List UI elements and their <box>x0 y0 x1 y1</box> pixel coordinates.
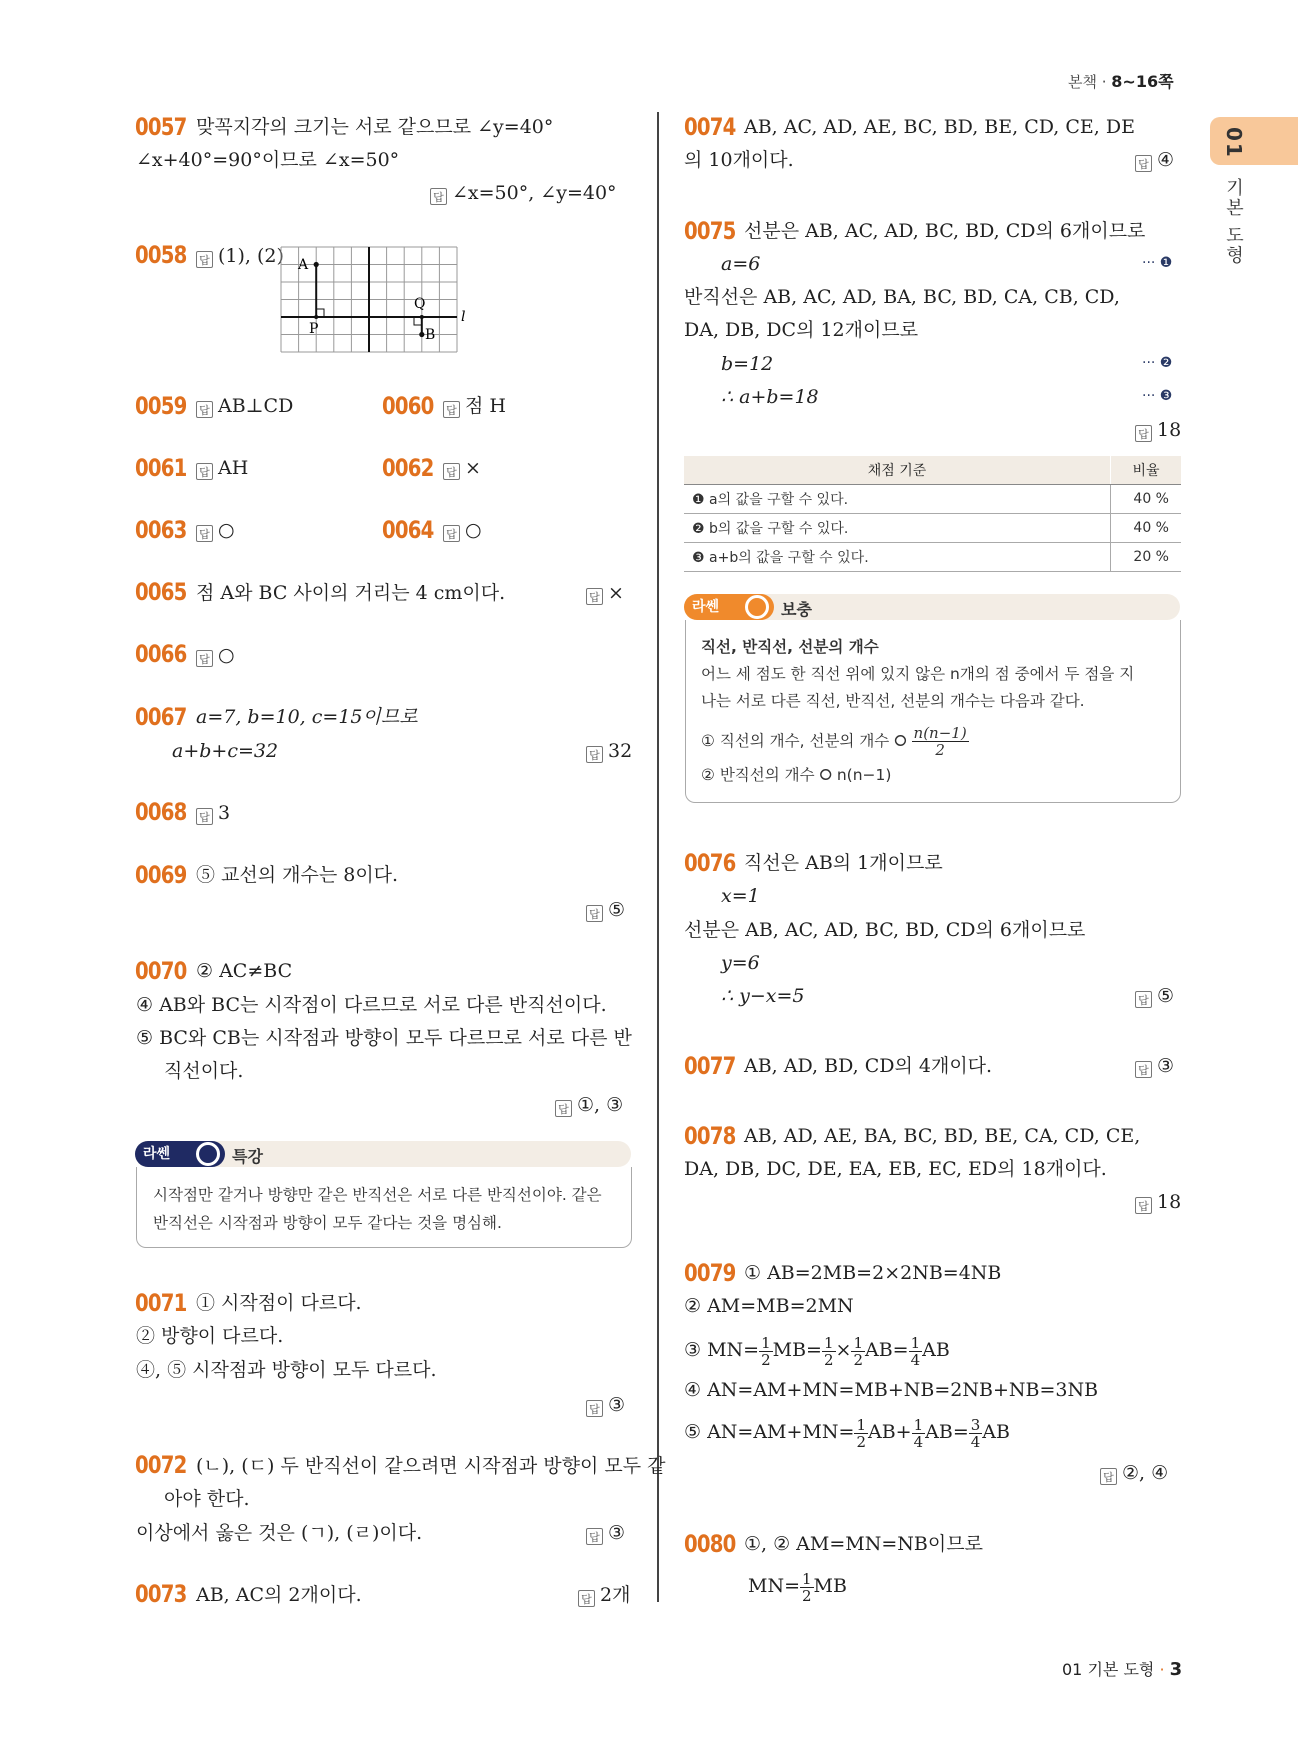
denominator: 2 <box>853 1350 863 1369</box>
solution-line: ⑤ 교선의 개수는 8이다. <box>196 864 399 886</box>
table-row <box>684 485 1181 514</box>
answer-text: 3 <box>218 802 231 824</box>
step-marker: ··· ❶ <box>1142 255 1173 271</box>
ratio-cell: 20 % <box>1111 543 1182 572</box>
problem-number: 0065 <box>135 578 187 606</box>
solution-line: 점 A와 BC 사이의 거리는 4 cm이다. <box>196 582 506 604</box>
answer <box>586 580 624 606</box>
solution-text: MN= <box>748 1575 800 1597</box>
ratio-cell: 40 % <box>1111 485 1182 514</box>
numerator: 1 <box>913 1415 924 1434</box>
answer <box>1135 147 1174 173</box>
answer-text: ⑤ <box>1157 985 1175 1007</box>
problem-number: 0076 <box>684 849 736 877</box>
solution-line: ∴ a+b=18 <box>721 386 819 408</box>
answer-mark-icon: 답 <box>586 588 603 605</box>
solution-text: × <box>835 1339 852 1361</box>
answer-text: ○ <box>218 519 235 541</box>
solution-line: ④ AB와 BC는 시작점이 다르므로 서로 다른 반직선이다. <box>136 994 607 1016</box>
solution-line: ∴ y−x=5 <box>721 985 805 1007</box>
problem-number: 0060 <box>382 392 434 420</box>
scoring-header: 채점 기준 <box>684 456 1111 485</box>
answer-text: ③ <box>608 1394 626 1416</box>
problem-number: 0067 <box>135 703 187 731</box>
solution-line: ② 방향이 다르다. <box>136 1325 284 1347</box>
problem-number: 0071 <box>135 1289 187 1317</box>
solution-text: AB+ <box>867 1421 912 1443</box>
scoring-header-row <box>684 456 1181 485</box>
fraction <box>912 1417 926 1450</box>
solution-line: 선분은 AB, AC, AD, BC, BD, CD의 6개이므로 <box>744 220 1146 242</box>
answer-text: ⑤ <box>608 899 626 921</box>
answer <box>1135 1053 1174 1079</box>
fraction <box>969 1417 983 1450</box>
criterion-cell <box>684 543 1111 572</box>
answer-text: 18 <box>1157 419 1182 441</box>
denominator: 2 <box>823 1350 834 1369</box>
answer-mark-icon: 답 <box>443 525 460 542</box>
answer <box>586 1520 625 1546</box>
answer-text: AB⊥CD <box>218 395 294 417</box>
step-marker: ··· ❸ <box>1142 388 1173 404</box>
answer <box>196 455 248 481</box>
solution-text: ③ MN= <box>684 1339 760 1361</box>
answer <box>443 517 482 543</box>
answer-mark-icon: 답 <box>1100 1468 1117 1485</box>
answer-text: × <box>465 457 481 479</box>
answer-mark-icon: 답 <box>586 1400 603 1417</box>
solution-line: 선분은 AB, AC, AD, BC, BD, CD의 6개이므로 <box>684 919 1086 941</box>
label-p: P <box>309 321 319 337</box>
problem-number: 0063 <box>135 516 187 544</box>
solution-line: ① 시작점이 다르다. <box>196 1292 362 1314</box>
answer-text: ③ <box>1157 1055 1175 1077</box>
label-a: A <box>298 257 309 273</box>
fraction <box>912 725 969 758</box>
problem-number: 0066 <box>135 640 187 668</box>
answer-text: ③ <box>608 1522 626 1544</box>
problem-number: 0072 <box>135 1451 187 1479</box>
answer-mark-icon: 답 <box>196 650 213 667</box>
criterion-text: a의 값을 구할 수 있다. <box>709 492 849 508</box>
step-marker: ··· ❷ <box>1142 355 1173 371</box>
answer-text: 32 <box>608 740 633 762</box>
problem-number: 0079 <box>684 1259 736 1287</box>
label-b: B <box>425 327 436 343</box>
answer-mark-icon: 답 <box>196 401 213 418</box>
solution-line: AB, AD, AE, BA, BC, BD, BE, CA, CD, CE, <box>744 1125 1141 1147</box>
answer-mark-icon: 답 <box>586 1528 603 1545</box>
problem-number: 0057 <box>135 113 187 141</box>
solution-line: ① AB=2MB=2×2NB=4NB <box>744 1262 1002 1284</box>
lecture-line: 시작점만 같거나 방향만 같은 반직선은 서로 다른 반직선이야. 같은 <box>153 1186 602 1204</box>
problem-number: 0061 <box>135 454 187 482</box>
step-marker: ❷ <box>692 521 705 537</box>
answer-mark-icon: 답 <box>196 808 213 825</box>
denominator: 2 <box>761 1350 771 1369</box>
solution-line: ④ AN=AM+MN=MB+NB=2NB+NB=3NB <box>684 1379 1099 1401</box>
header-label: 본책 <box>1068 73 1097 91</box>
solution-line: 이상에서 옳은 것은 (ㄱ), (ㄹ)이다. <box>136 1522 423 1544</box>
answer-mark-icon: 답 <box>1135 1197 1152 1214</box>
solution-line: AB, AC의 2개이다. <box>196 1584 362 1606</box>
problem-number: 0080 <box>684 1530 736 1558</box>
lecture-line: 반직선은 시작점과 방향이 모두 같다는 것을 명심해. <box>153 1214 502 1232</box>
solution-text: MB <box>813 1575 847 1597</box>
answer-mark-icon: 답 <box>555 1100 572 1117</box>
lecture-title: 특강 <box>232 1147 263 1166</box>
numerator: n(n−1) <box>913 724 967 742</box>
chapter-tab-text <box>1222 127 1246 159</box>
numerator: 1 <box>910 1333 921 1352</box>
solution-line: a+b+c=32 <box>172 740 279 762</box>
fraction <box>759 1335 773 1368</box>
answer-mark-icon: 답 <box>443 463 460 480</box>
table-row <box>684 514 1181 543</box>
criterion-text: b의 값을 구할 수 있다. <box>709 521 849 537</box>
answer-text: ②, ④ <box>1122 1462 1169 1484</box>
footer-chapter: 01 기본 도형 <box>1062 1660 1155 1679</box>
criterion-cell <box>684 514 1111 543</box>
answer-text: × <box>608 582 624 604</box>
solution-text: AB <box>922 1339 950 1361</box>
page-footer: 01 기본 도형 · 3 <box>1062 1659 1183 1680</box>
column-divider <box>657 112 659 1602</box>
answer <box>196 517 235 543</box>
solution-line <box>684 1413 1010 1451</box>
answer-text: 점 H <box>465 395 506 417</box>
answer-mark-icon: 답 <box>578 1590 595 1607</box>
perpendicular-graph <box>279 245 467 355</box>
denominator: 2 <box>802 1586 812 1605</box>
badge-text: 라쎈 <box>692 599 720 615</box>
supplement-title: 보충 <box>781 600 812 619</box>
denominator: 4 <box>913 1432 924 1451</box>
solution-text: AB= <box>925 1421 969 1443</box>
fraction <box>800 1571 814 1604</box>
solution-line: DA, DB, DC의 12개이므로 <box>684 319 919 341</box>
answer-text: ○ <box>218 644 235 666</box>
answer <box>1135 983 1174 1009</box>
answer <box>196 243 284 269</box>
solution-line: 직선이다. <box>164 1060 244 1082</box>
fraction <box>822 1335 836 1368</box>
problem-number: 0059 <box>135 392 187 420</box>
criterion-text: a+b의 값을 구할 수 있다. <box>709 550 869 566</box>
answer <box>443 393 506 419</box>
answer <box>1135 1189 1181 1215</box>
denominator: 4 <box>910 1350 921 1369</box>
answer-text: ○ <box>465 519 482 541</box>
problem-number: 0064 <box>382 516 434 544</box>
solution-line: 직선은 AB의 1개이므로 <box>744 852 943 874</box>
answer <box>443 455 481 481</box>
solution-line: AB, AD, BD, CD의 4개이다. <box>744 1055 993 1077</box>
table-row <box>684 543 1181 572</box>
answer-mark-icon: 답 <box>443 401 460 418</box>
answer <box>196 393 293 419</box>
solution-line: 반직선은 AB, AC, AD, BA, BC, BD, CA, CB, CD, <box>684 286 1120 308</box>
ratio-cell: 40 % <box>1111 514 1182 543</box>
denominator: 4 <box>970 1432 981 1451</box>
answer-text: ①, ③ <box>577 1094 624 1116</box>
supplement-heading: 직선, 반직선, 선분의 개수 <box>701 638 879 656</box>
problem-number: 0068 <box>135 798 187 826</box>
problem-number: 0078 <box>684 1122 736 1150</box>
problem-number: 0073 <box>135 1580 187 1608</box>
solution-line: (ㄴ), (ㄷ) 두 반직선이 같으려면 시작점과 방향이 모두 같 <box>196 1455 666 1477</box>
solution-line: b=12 <box>721 353 774 375</box>
fraction <box>909 1335 923 1368</box>
fraction <box>851 1335 865 1368</box>
solution-text: AB <box>982 1421 1010 1443</box>
answer-mark-icon: 답 <box>1135 155 1152 172</box>
page-number: 3 <box>1169 1659 1183 1680</box>
answer <box>196 800 230 826</box>
answer-mark-icon: 답 <box>196 525 213 542</box>
answer <box>196 642 235 668</box>
numerator: 1 <box>853 1333 863 1352</box>
solution-line: 맞꼭지각의 크기는 서로 같으므로 ∠y=40° <box>196 116 554 138</box>
answer-mark-icon: 답 <box>1135 1061 1152 1078</box>
answer <box>430 180 617 206</box>
scoring-table <box>684 456 1181 572</box>
solution-line: ∠x+40°=90°이므로 ∠x=50° <box>136 149 400 171</box>
answer-mark-icon: 답 <box>430 188 447 205</box>
solution-line: x=1 <box>721 885 760 907</box>
criterion-cell <box>684 485 1111 514</box>
answer <box>586 738 632 764</box>
numerator: 1 <box>761 1333 771 1352</box>
answer-text: (1), (2) <box>218 245 284 267</box>
problem-number: 0062 <box>382 454 434 482</box>
answer-text: ④ <box>1157 149 1175 171</box>
solution-line: ④, ⑤ 시작점과 방향이 모두 다르다. <box>136 1359 437 1381</box>
answer-mark-icon: 답 <box>1135 425 1152 442</box>
page-header: 본책 · 8~16쪽 <box>1068 72 1174 91</box>
solution-line: ⑤ BC와 CB는 시작점과 방향이 모두 다르므로 서로 다른 반 <box>136 1027 632 1049</box>
answer <box>586 897 625 923</box>
fraction <box>854 1417 868 1450</box>
answer-mark-icon: 답 <box>196 463 213 480</box>
answer-text: 18 <box>1157 1191 1182 1213</box>
label-q: Q <box>414 296 426 312</box>
answer-mark-icon: 답 <box>1135 991 1152 1008</box>
supplement-item-text: ① 직선의 개수, 선분의 개수 ⭘ <box>701 732 907 750</box>
answer <box>1100 1460 1168 1486</box>
solution-line <box>684 1331 950 1369</box>
solution-line: ①, ② AM=MN=NB이므로 <box>744 1533 983 1555</box>
numerator: 1 <box>856 1415 866 1434</box>
problem-number: 0075 <box>684 217 736 245</box>
answer <box>1135 417 1181 443</box>
solution-line: 의 10개이다. <box>684 149 794 171</box>
answer <box>586 1392 625 1418</box>
problem-number: 0077 <box>684 1052 736 1080</box>
problem-number: 0058 <box>135 241 187 269</box>
answer <box>555 1092 623 1118</box>
badge-text: 라쎈 <box>143 1146 171 1162</box>
answer-mark-icon: 답 <box>586 746 603 763</box>
step-marker: ❸ <box>692 550 705 566</box>
numerator: 3 <box>970 1415 981 1434</box>
solution-line: 아야 한다. <box>164 1488 250 1510</box>
answer-mark-icon: 답 <box>196 251 213 268</box>
solution-line: y=6 <box>721 952 760 974</box>
solution-text: MB= <box>772 1339 822 1361</box>
answer-mark-icon: 답 <box>586 905 603 922</box>
answer <box>578 1582 630 1608</box>
solution-text: ⑤ AN=AM+MN= <box>684 1421 855 1443</box>
solution-line: a=7, b=10, c=15이므로 <box>196 706 418 728</box>
solution-line: AB, AC, AD, AE, BC, BD, BE, CD, CE, DE <box>744 116 1135 138</box>
chapter-number: 01 <box>1222 127 1246 159</box>
header-pages: 8~16쪽 <box>1111 72 1174 91</box>
ratio-header: 비율 <box>1111 456 1182 485</box>
supplement-item <box>701 725 969 758</box>
solution-line: ② AM=MB=2MN <box>684 1295 854 1317</box>
supplement-item: ② 반직선의 개수 ⭘ n(n−1) <box>701 766 892 784</box>
supplement-line: 어느 세 점도 한 직선 위에 있지 않은 n개의 점 중에서 두 점을 지 <box>701 665 1135 683</box>
solution-line: a=6 <box>721 253 761 275</box>
answer-text: ∠x=50°, ∠y=40° <box>452 182 617 204</box>
numerator: 1 <box>823 1333 834 1352</box>
badge-circle-icon <box>745 595 769 619</box>
solution-line: ② AC≠BC <box>196 960 293 982</box>
solution-line <box>748 1567 847 1605</box>
chapter-title-vertical: 기본 도형 <box>1223 178 1244 266</box>
label-l: l <box>461 309 466 325</box>
denominator: 2 <box>935 741 945 759</box>
solution-text: AB= <box>864 1339 909 1361</box>
problem-number: 0069 <box>135 861 187 889</box>
problem-number: 0074 <box>684 113 736 141</box>
answer-text: AH <box>218 457 249 479</box>
badge-circle-icon <box>196 1142 220 1166</box>
step-marker: ❶ <box>692 492 705 508</box>
numerator: 1 <box>802 1569 812 1588</box>
denominator: 2 <box>856 1432 866 1451</box>
solution-line: DA, DB, DC, DE, EA, EB, EC, ED의 18개이다. <box>684 1158 1107 1180</box>
problem-number: 0070 <box>135 957 187 985</box>
answer-text: 2개 <box>600 1584 631 1606</box>
supplement-line: 나는 서로 다른 직선, 반직선, 선분의 개수는 다음과 같다. <box>701 692 1085 710</box>
